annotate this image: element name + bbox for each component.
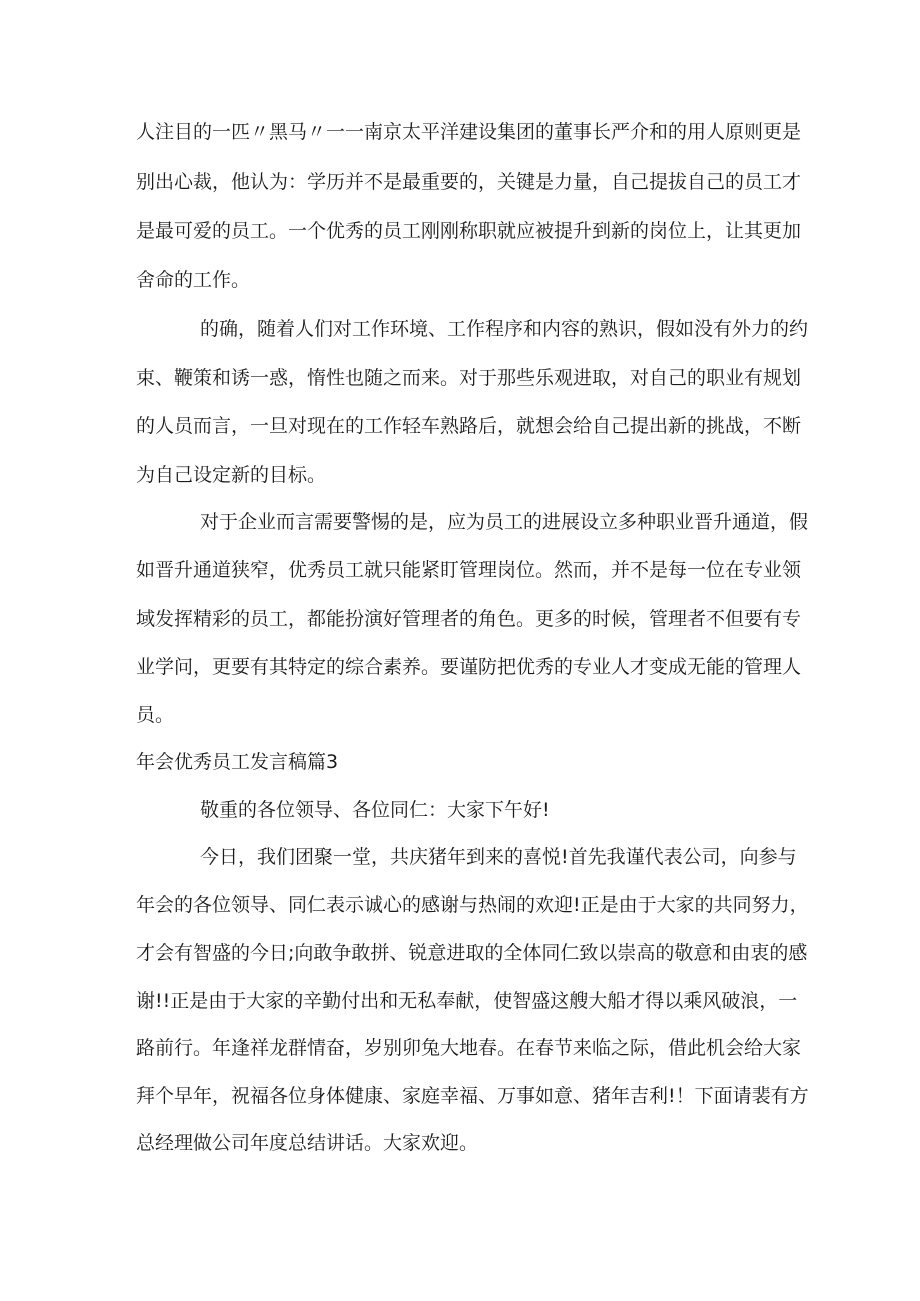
- paragraph-line: 业学问，更要有其特定的综合素养。要谨防把优秀的专业人才变成无能的管理人: [136, 656, 802, 678]
- paragraph-line: 年会的各位领导、同仁表示诚心的感谢与热闹的欢迎!正是由于大家的共同努力，: [136, 894, 809, 916]
- paragraph-line: 今日，我们团聚一堂，共庆猪年到来的喜悦!首先我谨代表公司，向参与: [200, 846, 797, 868]
- paragraph-line: 舍命的工作。: [136, 269, 251, 291]
- paragraph-line: 的人员而言，一旦对现在的工作轻车熟路后，就想会给自己提出新的挑战，不断: [136, 415, 802, 437]
- greeting-line: 敬重的各位领导、各位同仁：大家下午好!: [200, 799, 550, 821]
- paragraph-line: 束、鞭策和诱一惑，惰性也随之而来。对于那些乐观进取，对自己的职业有规划: [136, 367, 802, 389]
- paragraph-line: 总经理做公司年度总结讲话。大家欢迎。: [136, 1132, 479, 1154]
- paragraph-line: 为自己设定新的目标。: [136, 464, 327, 486]
- paragraph-line: 别出心裁，他认为：学历并不是最重要的，关键是力量，自己提拔自己的员工才: [136, 171, 802, 193]
- paragraph-line: 才会有智盛的今日;向敢争敢拼、锐意进取的全体同仁致以崇高的敬意和由衷的感: [136, 942, 808, 964]
- paragraph-line: 谢!!正是由于大家的辛勤付出和无私奉献，使智盛这艘大船才得以乘风破浪，一: [136, 990, 798, 1012]
- paragraph-line: 拜个早年，祝福各位身体健康、家庭幸福、万事如意、猪年吉利!！下面请裴有方: [136, 1085, 809, 1107]
- paragraph-line: 是最可爱的员工。一个优秀的员工刚刚称职就应被提升到新的岗位上，让其更加: [136, 220, 802, 242]
- paragraph-line: 的确，随着人们对工作环境、工作程序和内容的熟识，假如没有外力的约: [200, 318, 809, 340]
- section-heading: 年会优秀员工发言稿篇3: [136, 751, 339, 773]
- paragraph-line: 对于企业而言需要警惕的是，应为员工的进展设立多种职业晋升通道，假: [200, 511, 809, 533]
- paragraph-line: 人注目的一匹〃黑马〃一一南京太平洋建设集团的董事长严介和的用人原则更是: [136, 121, 802, 143]
- paragraph-line: 路前行。年逢祥龙群情奋，岁别卯兔大地春。在春节来临之际，借此机会给大家: [136, 1037, 802, 1059]
- paragraph-line: 如晋升通道狭窄，优秀员工就只能紧盯管理岗位。然而，并不是每一位在专业领: [136, 559, 802, 581]
- paragraph-line: 域发挥精彩的员工，都能扮演好管理者的角色。更多的时候，管理者不但要有专: [136, 608, 802, 630]
- paragraph-line: 员。: [136, 704, 175, 726]
